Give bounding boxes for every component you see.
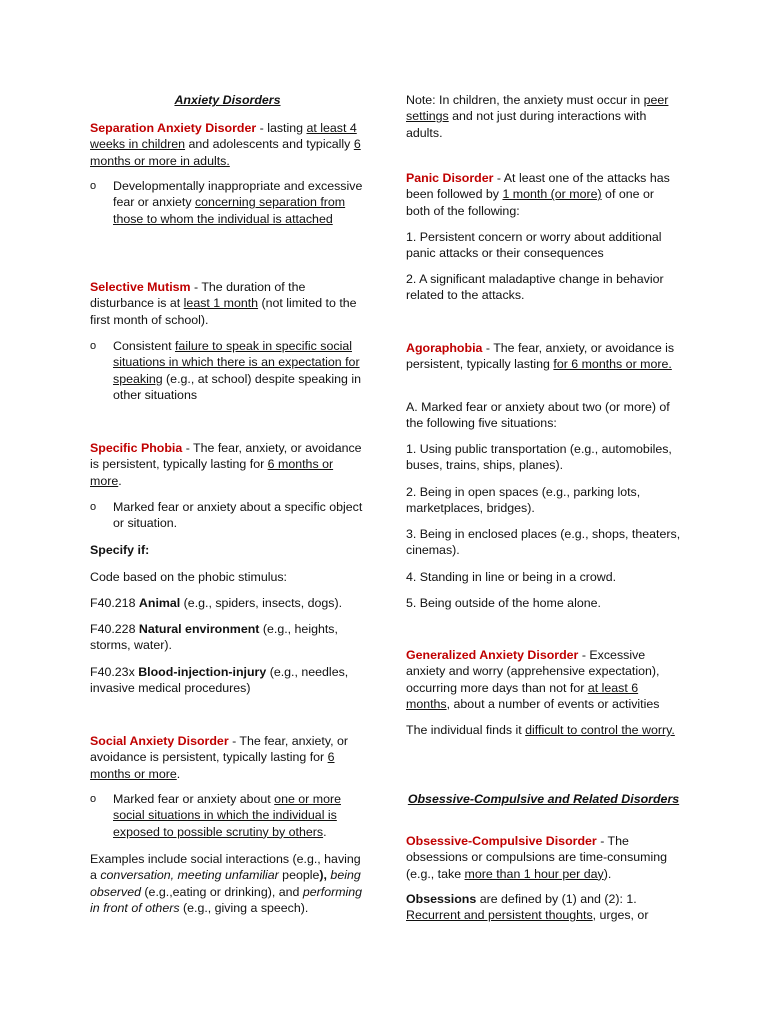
term-separation-anxiety: Separation Anxiety Disorder [90,121,257,135]
term-generalized-anxiety: Generalized Anxiety Disorder [406,648,579,662]
section-title-anxiety: Anxiety Disorders [174,93,281,107]
term-selective-mutism: Selective Mutism [90,280,191,294]
specific-phobia-paragraph: Specific Phobia - The fear, anxiety, or avoidance is persistent, typically lasting for 6 months or more. [90,441,362,488]
code-blood-injection: F40.23x Blood-injection-injury (e.g., needles, invasive medical procedures) [90,665,349,696]
separation-anxiety-paragraph: Separation Anxiety Disorder - lasting at least 4 weeks in children and adolescents and typically 6 months or more in adults. [90,121,361,168]
specify-if-label: Specify if: [90,543,150,557]
panic-criterion-1: 1. Persistent concern or worry about additional panic attacks or their consequences [406,230,662,261]
agoraphobia-criterion-a: A. Marked fear or anxiety about two (or more) of the following five situations: [406,400,670,431]
term-agoraphobia: Agoraphobia [406,341,483,355]
term-social-anxiety: Social Anxiety Disorder [90,734,229,748]
gad-paragraph: Generalized Anxiety Disorder - Excessive anxiety and worry (apprehensive expectation), occurring more days than not for at least 6 months, about a number of events or activities [406,648,660,711]
code-based-line: Code based on the phobic stimulus: [90,570,287,584]
section-title-ocd: Obsessive-Compulsive and Related Disorders [407,792,680,806]
agoraphobia-situation-2: 2. Being in open spaces (e.g., parking lots, marketplaces, bridges). [406,485,641,516]
term-panic-disorder: Panic Disorder [406,171,494,185]
term-ocd: Obsessive-Compulsive Disorder [406,834,597,848]
selective-mutism-bullet: o Consistent failure to speak in specific social situations in which there is an expectation for speaking (e.g., at school) despite speaking in other situations [90,338,365,403]
agoraphobia-situation-1: 1. Using public transportation (e.g., automobiles, buses, trains, ships, planes). [406,442,672,473]
selective-mutism-paragraph: Selective Mutism - The duration of the disturbance is at least 1 month (not limited to the first month of school). [90,280,357,327]
gad-worry-line: The individual finds it difficult to control the worry. [406,723,675,737]
code-natural-environment: F40.228 Natural environment (e.g., heights, storms, water). [90,622,338,653]
agoraphobia-situation-4: 4. Standing in line or being in a crowd. [406,570,617,584]
social-anxiety-bullet: o Marked fear or anxiety about one or more social situations in which the individual is exposed to possible scrutiny by others. [90,791,365,840]
panic-disorder-paragraph: Panic Disorder - At least one of the attacks has been followed by 1 month (or more) of one or both of the following: [406,171,670,218]
code-animal: F40.218 Animal (e.g., spiders, insects, dogs). [90,596,343,610]
specific-phobia-bullet: o Marked fear or anxiety about a specific object or situation. [90,499,365,532]
panic-criterion-2: 2. A significant maladaptive change in behavior related to the attacks. [406,272,664,303]
separation-anxiety-bullet: o Developmentally inappropriate and excessive fear or anxiety concerning separation from those to whom the individual is attached [90,178,365,227]
social-anxiety-examples: Examples include social interactions (e.g., having a conversation, meeting unfamiliar people), being observed (e.g.,eating or drinking), and performing in front of others (e.g., giving a speech). [90,852,363,915]
agoraphobia-paragraph: Agoraphobia - The fear, anxiety, or avoidance is persistent, typically lasting for 6 months or more. [406,341,675,372]
ocd-paragraph: Obsessive-Compulsive Disorder - The obsessions or compulsions are time-consuming (e.g., take more than 1 hour per day). [406,834,668,881]
social-anxiety-paragraph: Social Anxiety Disorder - The fear, anxiety, or avoidance is persistent, typically lasting for 6 months or more. [90,734,349,781]
agoraphobia-situation-3: 3. Being in enclosed places (e.g., shops, theaters, cinemas). [406,527,681,558]
children-note: Note: In children, the anxiety must occur in peer settings and not just during interactions with adults. [406,93,669,140]
obsessions-definition: Obsessions are defined by (1) and (2): 1. Recurrent and persistent thoughts, urges, or [406,892,649,923]
agoraphobia-situation-5: 5. Being outside of the home alone. [406,596,601,610]
term-specific-phobia: Specific Phobia [90,441,183,455]
